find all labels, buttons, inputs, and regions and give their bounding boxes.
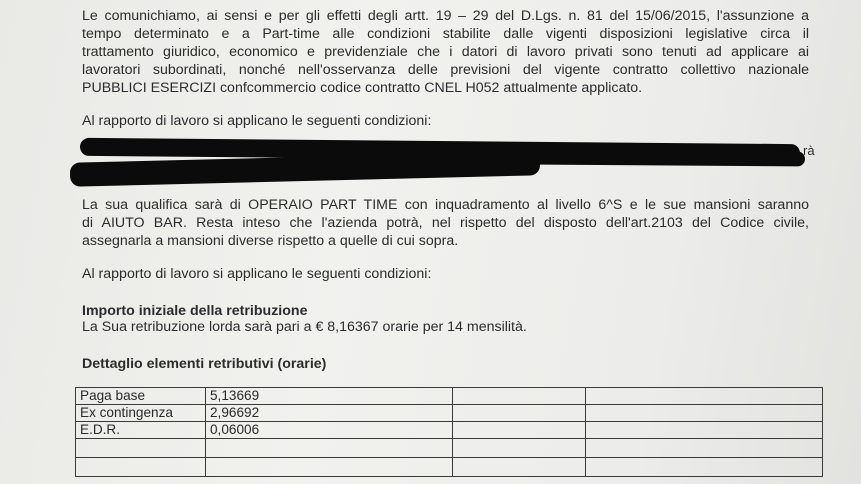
table-cell-label: Ex contingenza bbox=[76, 405, 206, 422]
retribuzione-heading: Importo iniziale della retribuzione bbox=[82, 303, 308, 319]
table-cell-label: Paga base bbox=[76, 388, 206, 405]
table-cell-value: 2,96692 bbox=[206, 405, 453, 422]
table-cell bbox=[586, 439, 823, 458]
table-cell-label: E.D.R. bbox=[76, 422, 206, 439]
table-cell bbox=[453, 422, 586, 439]
qualifica-line: assegnarla a mansioni diverse rispetto a quelle di cui sopra. bbox=[82, 233, 459, 249]
table-cell bbox=[453, 388, 586, 405]
conditions-heading: Al rapporto di lavoro si applicano le seguenti condizioni: bbox=[82, 113, 432, 129]
table-cell-value: 5,13669 bbox=[206, 388, 453, 405]
qualifica-line: di AIUTO BAR. Resta inteso che l'azienda potrà, nel rispetto del disposto dell'art.2103 del Codice civile, bbox=[82, 215, 809, 231]
table-cell-value bbox=[206, 439, 453, 458]
table-row bbox=[76, 422, 823, 439]
qualifica-line: La sua qualifica sarà di OPERAIO PART TIME con inquadramento al livello 6^S e le sue mansioni saranno bbox=[82, 197, 809, 213]
intro-line: trattamento giuridico, economico e previdenziale che i datori di lavoro privati sono tenuti ad applicare ai bbox=[82, 44, 809, 60]
table-row bbox=[76, 458, 823, 477]
table-cell bbox=[586, 405, 823, 422]
retribuzione-text: La Sua retribuzione lorda sarà pari a € 8,16367 orarie per 14 mensilità. bbox=[82, 319, 527, 335]
table-cell bbox=[586, 458, 823, 477]
table-cell bbox=[586, 422, 823, 439]
intro-line: lavoratori subordinati, nonché nell'osservanza delle previsioni del vigente contratto collettivo nazionale bbox=[82, 62, 809, 78]
redacted-tail-text: rà bbox=[803, 143, 815, 158]
intro-paragraph bbox=[82, 7, 812, 97]
table-cell bbox=[453, 439, 586, 458]
table-cell-label bbox=[76, 458, 206, 477]
intro-line: PUBBLICI ESERCIZI confcommercio codice contratto CNEL H052 attualmente applicato. bbox=[82, 80, 643, 96]
table-cell bbox=[453, 405, 586, 422]
table-row bbox=[76, 439, 823, 458]
conditions-heading: Al rapporto di lavoro si applicano le seguenti condizioni: bbox=[82, 266, 432, 282]
retribution-table bbox=[75, 387, 823, 477]
qualifica-paragraph bbox=[82, 196, 812, 250]
table-cell-value: 0,06006 bbox=[206, 422, 453, 439]
intro-line: Le comunichiamo, ai sensi e per gli effetti degli artt. 19 – 29 del D.Lgs. n. 81 del 15/06/2015, l'assunzione a bbox=[82, 8, 809, 24]
table-row bbox=[76, 405, 823, 422]
table-cell bbox=[586, 388, 823, 405]
redaction-bar bbox=[390, 149, 805, 167]
table-row bbox=[76, 388, 823, 405]
table-cell bbox=[453, 458, 586, 477]
table-cell-label bbox=[76, 439, 206, 458]
dettaglio-heading: Dettaglio elementi retributivi (orarie) bbox=[82, 356, 327, 372]
intro-line: tempo determinato e a Part-time alle condizioni stabilite dalle vigenti disposizioni legislative circa il bbox=[82, 26, 809, 42]
table-cell-value bbox=[206, 458, 453, 477]
